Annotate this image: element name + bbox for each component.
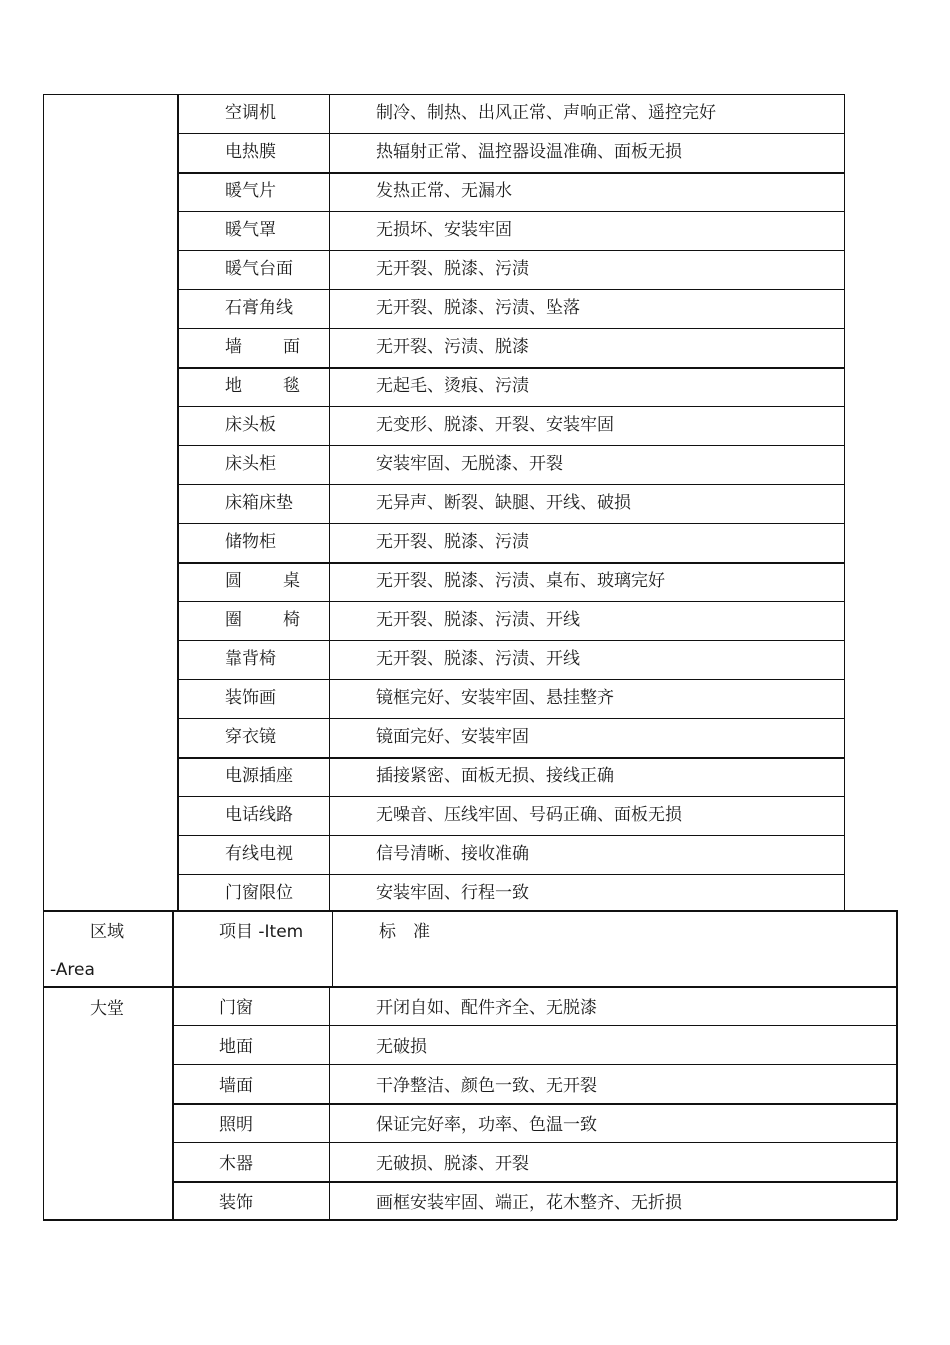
standard-cell: 镜面完好、安装牢固 xyxy=(376,727,529,747)
table-rule xyxy=(178,757,845,759)
table-rule xyxy=(329,94,330,911)
standard-cell: 安装牢固、行程一致 xyxy=(376,883,529,903)
table-rule xyxy=(178,562,845,564)
header-item-label: 项目 -Item xyxy=(219,922,304,942)
standard-cell: 无开裂、脱漆、污渍 xyxy=(376,259,529,279)
standard-cell: 制冷、制热、出风正常、声响正常、遥控完好 xyxy=(376,103,716,123)
standard-cell: 无开裂、脱漆、污渍、开线 xyxy=(376,610,580,630)
standard-cell: 发热正常、无漏水 xyxy=(376,181,512,201)
standard-cell: 无变形、脱漆、开裂、安装牢固 xyxy=(376,415,614,435)
table-rule xyxy=(178,484,845,485)
item-cell: 圆 桌 xyxy=(225,571,300,591)
item-cell: 墙面 xyxy=(219,1076,253,1096)
item-cell: 储物柜 xyxy=(225,532,276,552)
table-rule xyxy=(172,1025,897,1026)
table-rule xyxy=(178,328,845,329)
item-cell: 门窗 xyxy=(219,998,253,1018)
item-cell: 装饰 xyxy=(219,1193,253,1213)
table-rule xyxy=(172,1181,897,1183)
item-cell: 门窗限位 xyxy=(225,883,293,903)
table-rule xyxy=(178,211,845,212)
standard-cell: 信号清晰、接收准确 xyxy=(376,844,529,864)
table-rule xyxy=(178,367,845,369)
standard-cell: 画框安装牢固、端正，花木整齐、无折损 xyxy=(376,1193,682,1213)
standard-cell: 无起毛、烫痕、污渍 xyxy=(376,376,529,396)
table-rule xyxy=(177,94,179,911)
table-rule xyxy=(896,910,898,1220)
table-rule xyxy=(43,94,44,911)
table-rule xyxy=(844,94,845,911)
item-cell: 墙 面 xyxy=(225,337,300,357)
standard-cell: 安装牢固、无脱漆、开裂 xyxy=(376,454,563,474)
table-rule xyxy=(178,718,845,719)
standard-cell: 无噪音、压线牢固、号码正确、面板无损 xyxy=(376,805,682,825)
standard-cell: 无破损、脱漆、开裂 xyxy=(376,1154,529,1174)
lobby-area-label: 大堂 xyxy=(90,999,124,1019)
standard-cell: 无损坏、安装牢固 xyxy=(376,220,512,240)
table-rule xyxy=(178,445,845,446)
table-rule xyxy=(178,406,845,407)
table-rule xyxy=(172,910,174,1220)
table-rule xyxy=(178,289,845,290)
item-cell: 电热膜 xyxy=(225,142,276,162)
item-cell: 电话线路 xyxy=(225,805,293,825)
item-cell: 床头板 xyxy=(225,415,276,435)
header-area-label-en: -Area xyxy=(50,960,95,980)
table-rule xyxy=(178,835,845,836)
item-cell: 暖气罩 xyxy=(225,220,276,240)
header-standard-label: 标 准 xyxy=(379,922,430,942)
standard-cell: 无开裂、脱漆、污渍、开线 xyxy=(376,649,580,669)
table-rule xyxy=(178,250,845,251)
table-rule xyxy=(43,94,178,95)
standard-cell: 无开裂、脱漆、污渍、坠落 xyxy=(376,298,580,318)
item-cell: 石膏角线 xyxy=(225,298,293,318)
standard-cell: 开闭自如、配件齐全、无脱漆 xyxy=(376,998,597,1018)
item-cell: 空调机 xyxy=(225,103,276,123)
item-cell: 有线电视 xyxy=(225,844,293,864)
standard-cell: 干净整洁、颜色一致、无开裂 xyxy=(376,1076,597,1096)
table-rule xyxy=(172,1142,897,1143)
table-rule xyxy=(178,133,845,134)
table-rule xyxy=(178,601,845,602)
standard-cell: 无开裂、污渍、脱漆 xyxy=(376,337,529,357)
table-rule xyxy=(178,640,845,641)
table-rule xyxy=(329,987,330,1220)
table-rule xyxy=(172,1064,897,1065)
table-rule xyxy=(43,910,44,1220)
standard-cell: 插接紧密、面板无损、接线正确 xyxy=(376,766,614,786)
standard-cell: 热辐射正常、温控器设温准确、面板无损 xyxy=(376,142,682,162)
item-cell: 暖气片 xyxy=(225,181,276,201)
table-rule xyxy=(178,523,845,524)
item-cell: 靠背椅 xyxy=(225,649,276,669)
item-cell: 电源插座 xyxy=(225,766,293,786)
standard-cell: 镜框完好、安装牢固、悬挂整齐 xyxy=(376,688,614,708)
table-rule xyxy=(178,679,845,680)
table-rule xyxy=(178,874,845,875)
item-cell: 地 毯 xyxy=(225,376,300,396)
table-rule xyxy=(178,172,845,174)
item-cell: 地面 xyxy=(219,1037,253,1057)
standard-cell: 无开裂、脱漆、污渍 xyxy=(376,532,529,552)
item-cell: 床箱床垫 xyxy=(225,493,293,513)
item-cell: 照明 xyxy=(219,1115,253,1135)
table-rule xyxy=(178,94,845,95)
table-rule xyxy=(178,796,845,797)
standard-cell: 无异声、断裂、缺腿、开线、破损 xyxy=(376,493,631,513)
item-cell: 暖气台面 xyxy=(225,259,293,279)
standard-cell: 无破损 xyxy=(376,1037,427,1057)
item-cell: 穿衣镜 xyxy=(225,727,276,747)
item-cell: 床头柜 xyxy=(225,454,276,474)
item-cell: 圈 椅 xyxy=(225,610,300,630)
item-cell: 装饰画 xyxy=(225,688,276,708)
table-rule xyxy=(332,910,333,987)
item-cell: 木器 xyxy=(219,1154,253,1174)
standard-cell: 保证完好率，功率、色温一致 xyxy=(376,1115,597,1135)
header-area-label: 区域 xyxy=(90,922,124,942)
standard-cell: 无开裂、脱漆、污渍、桌布、玻璃完好 xyxy=(376,571,665,591)
table-rule xyxy=(172,1103,897,1105)
